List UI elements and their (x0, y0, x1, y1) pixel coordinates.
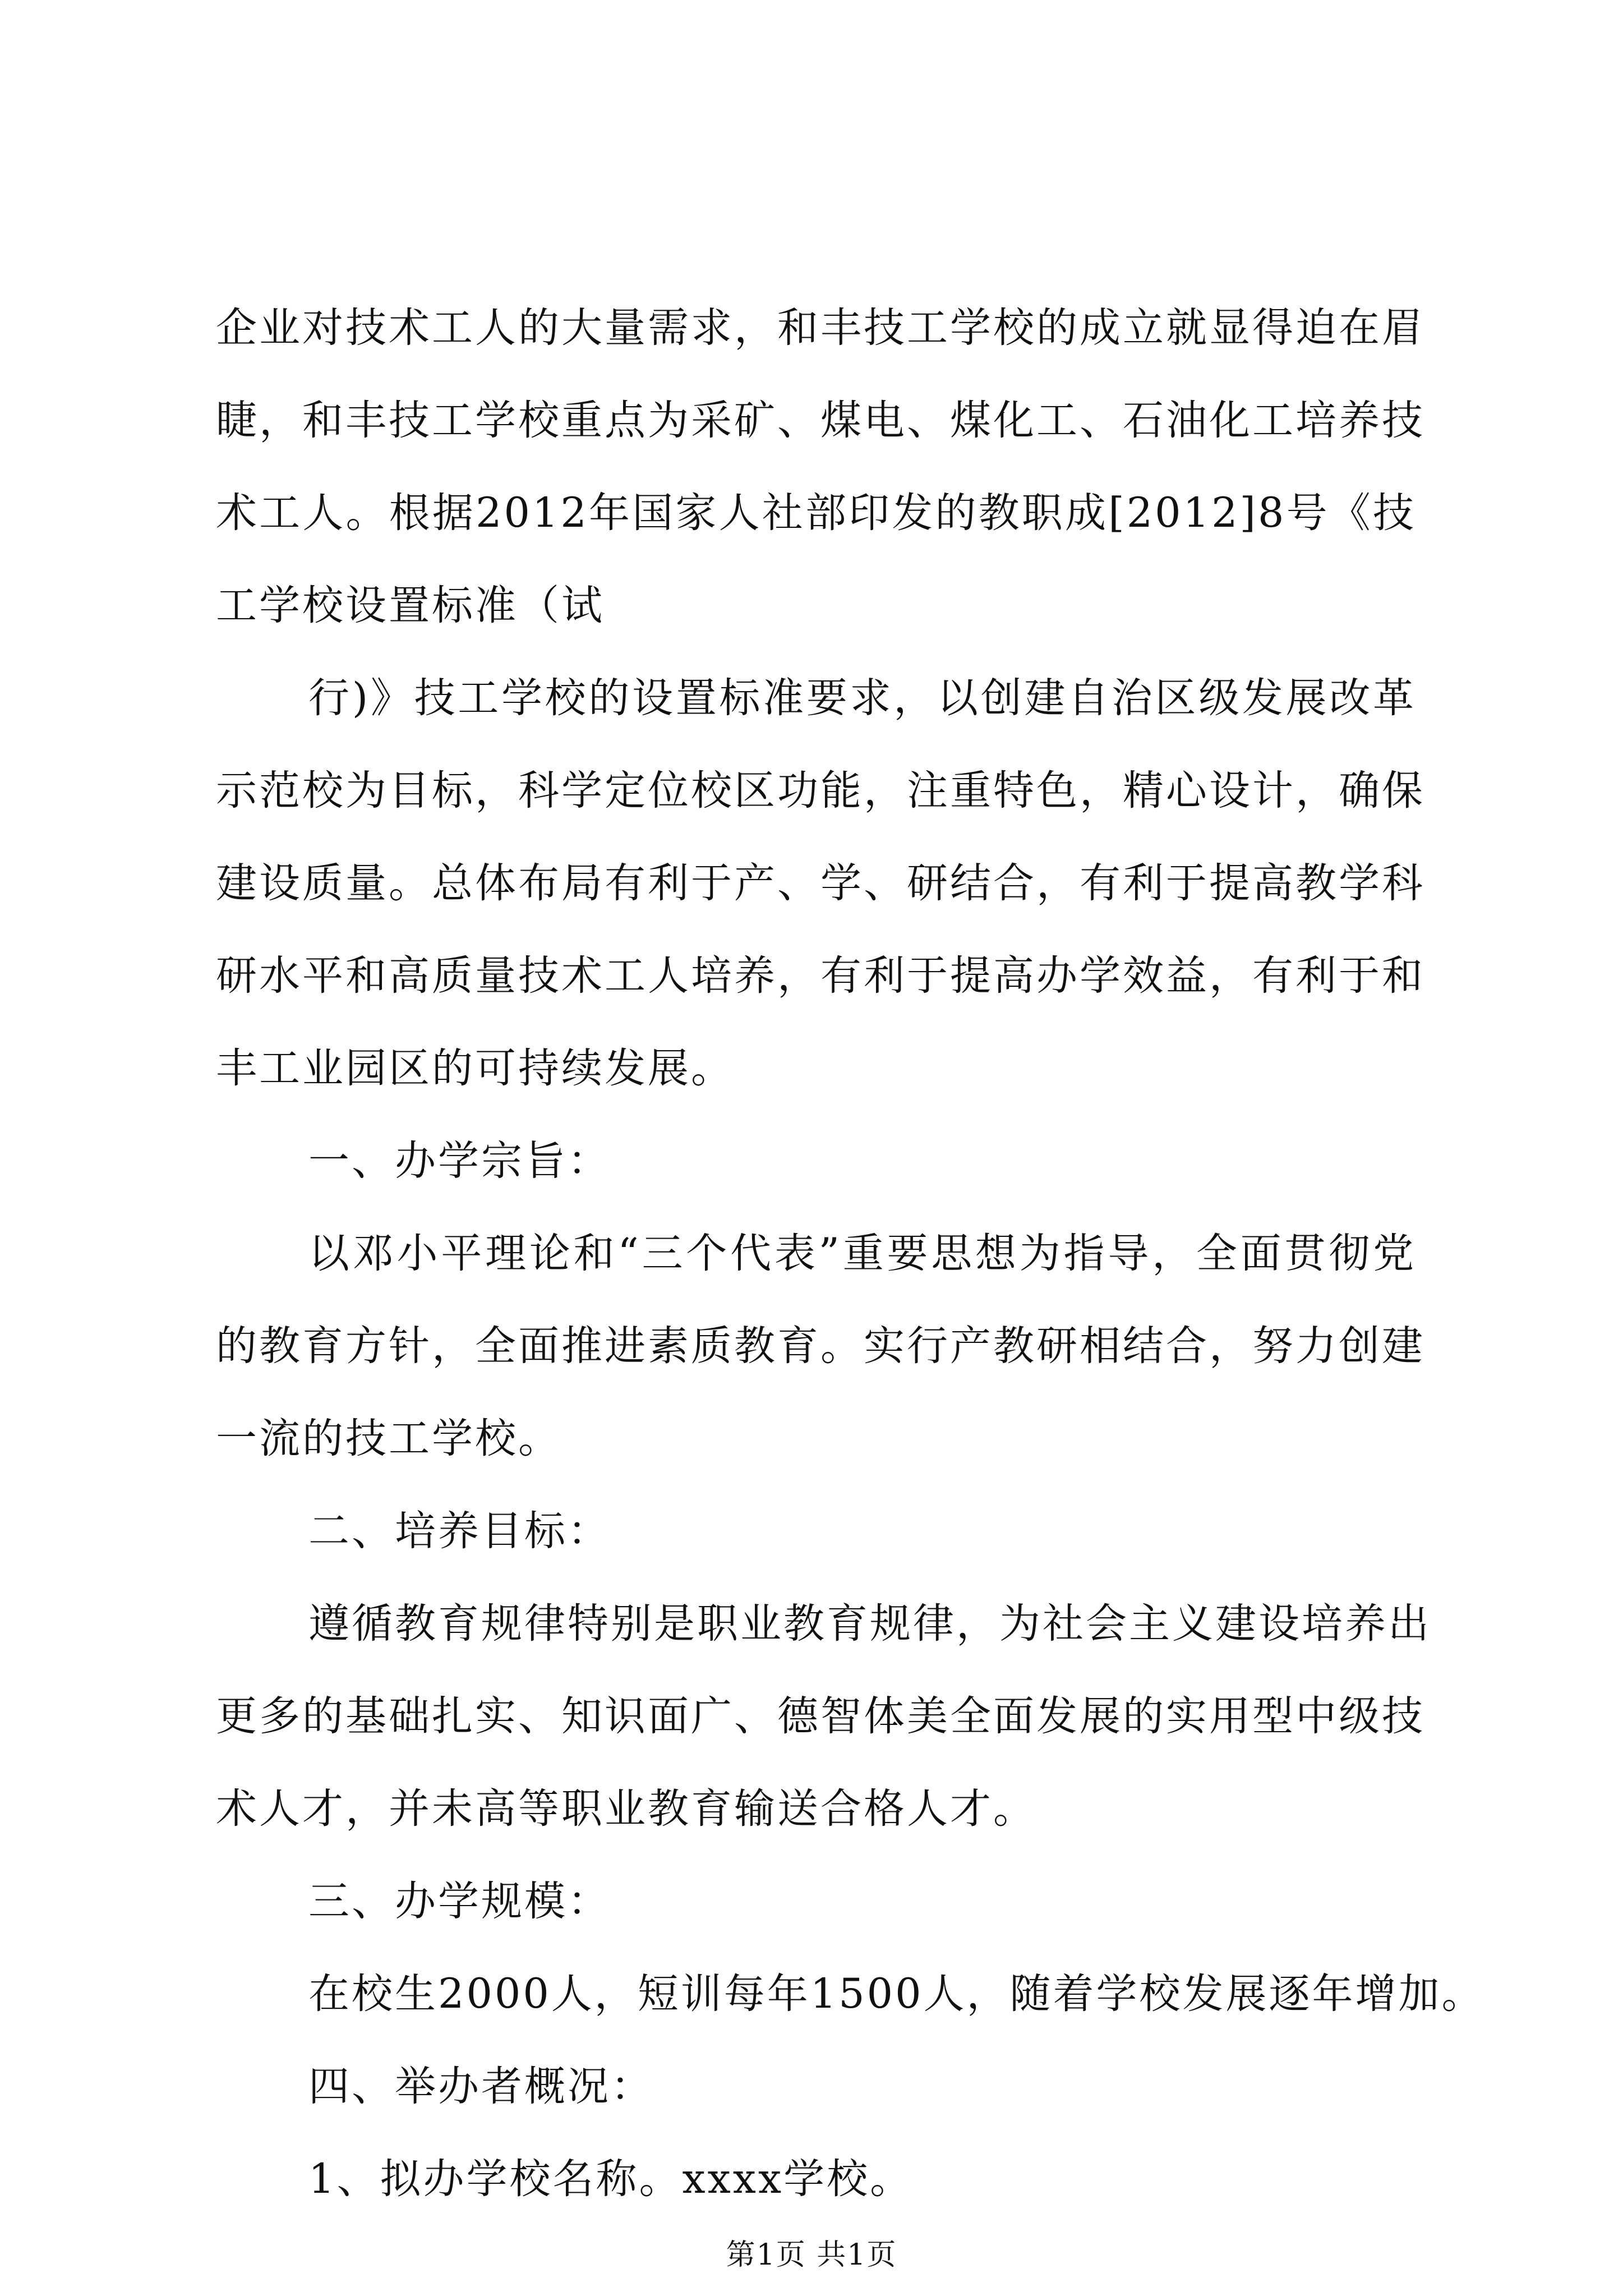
page-footer: 第1页 共1页 (726, 2238, 897, 2272)
body-line: 丰工业园区的可持续发展。 (216, 1045, 734, 1092)
body-line: 术工人。根据2012年国家人社部印发的教职成[2012]8号《技 (216, 489, 1416, 537)
body-line: 的教育方针，全面推进素质教育。实行产教研相结合，努力创建 (216, 1322, 1425, 1370)
body-line: 企业对技术工人的大量需求，和丰技工学校的成立就显得迫在眉 (216, 304, 1425, 352)
section-heading: 二、培养目标： (308, 1507, 611, 1555)
body-line: 建设质量。总体布局有利于产、学、研结合，有利于提高教学科 (216, 859, 1425, 907)
body-line: 行)》技工学校的设置标准要求，以创建自治区级发展改革 (308, 674, 1416, 722)
body-line: 1、拟办学校名称。xxxx学校。 (308, 2155, 914, 2203)
section-heading: 三、办学规模： (308, 1878, 611, 1925)
body-line: 以邓小平理论和“三个代表”重要思想为指导，全面贯彻党 (308, 1230, 1416, 1277)
body-line: 研水平和高质量技术工人培养，有利于提高办学效益，有利于和 (216, 952, 1425, 1000)
body-line: 在校生2000人，短训每年1500人，随着学校发展逐年增加。 (308, 1970, 1485, 2018)
section-heading: 四、举办者概况： (308, 2063, 654, 2110)
body-line: 示范校为目标，科学定位校区功能，注重特色，精心设计，确保 (216, 767, 1425, 815)
section-heading: 一、办学宗旨： (308, 1137, 611, 1185)
body-line: 工学校设置标准（试 (216, 582, 605, 629)
body-line: 遵循教育规律特别是职业教育规律，为社会主义建设培养出 (308, 1600, 1431, 1648)
body-line: 一流的技工学校。 (216, 1415, 561, 1462)
body-line: 更多的基础扎实、知识面广、德智体美全面发展的实用型中级技 (216, 1692, 1425, 1740)
body-line: 睫，和丰技工学校重点为采矿、煤电、煤化工、石油化工培养技 (216, 397, 1425, 444)
body-line: 术人才，并未高等职业教育输送合格人才。 (216, 1785, 1036, 1833)
